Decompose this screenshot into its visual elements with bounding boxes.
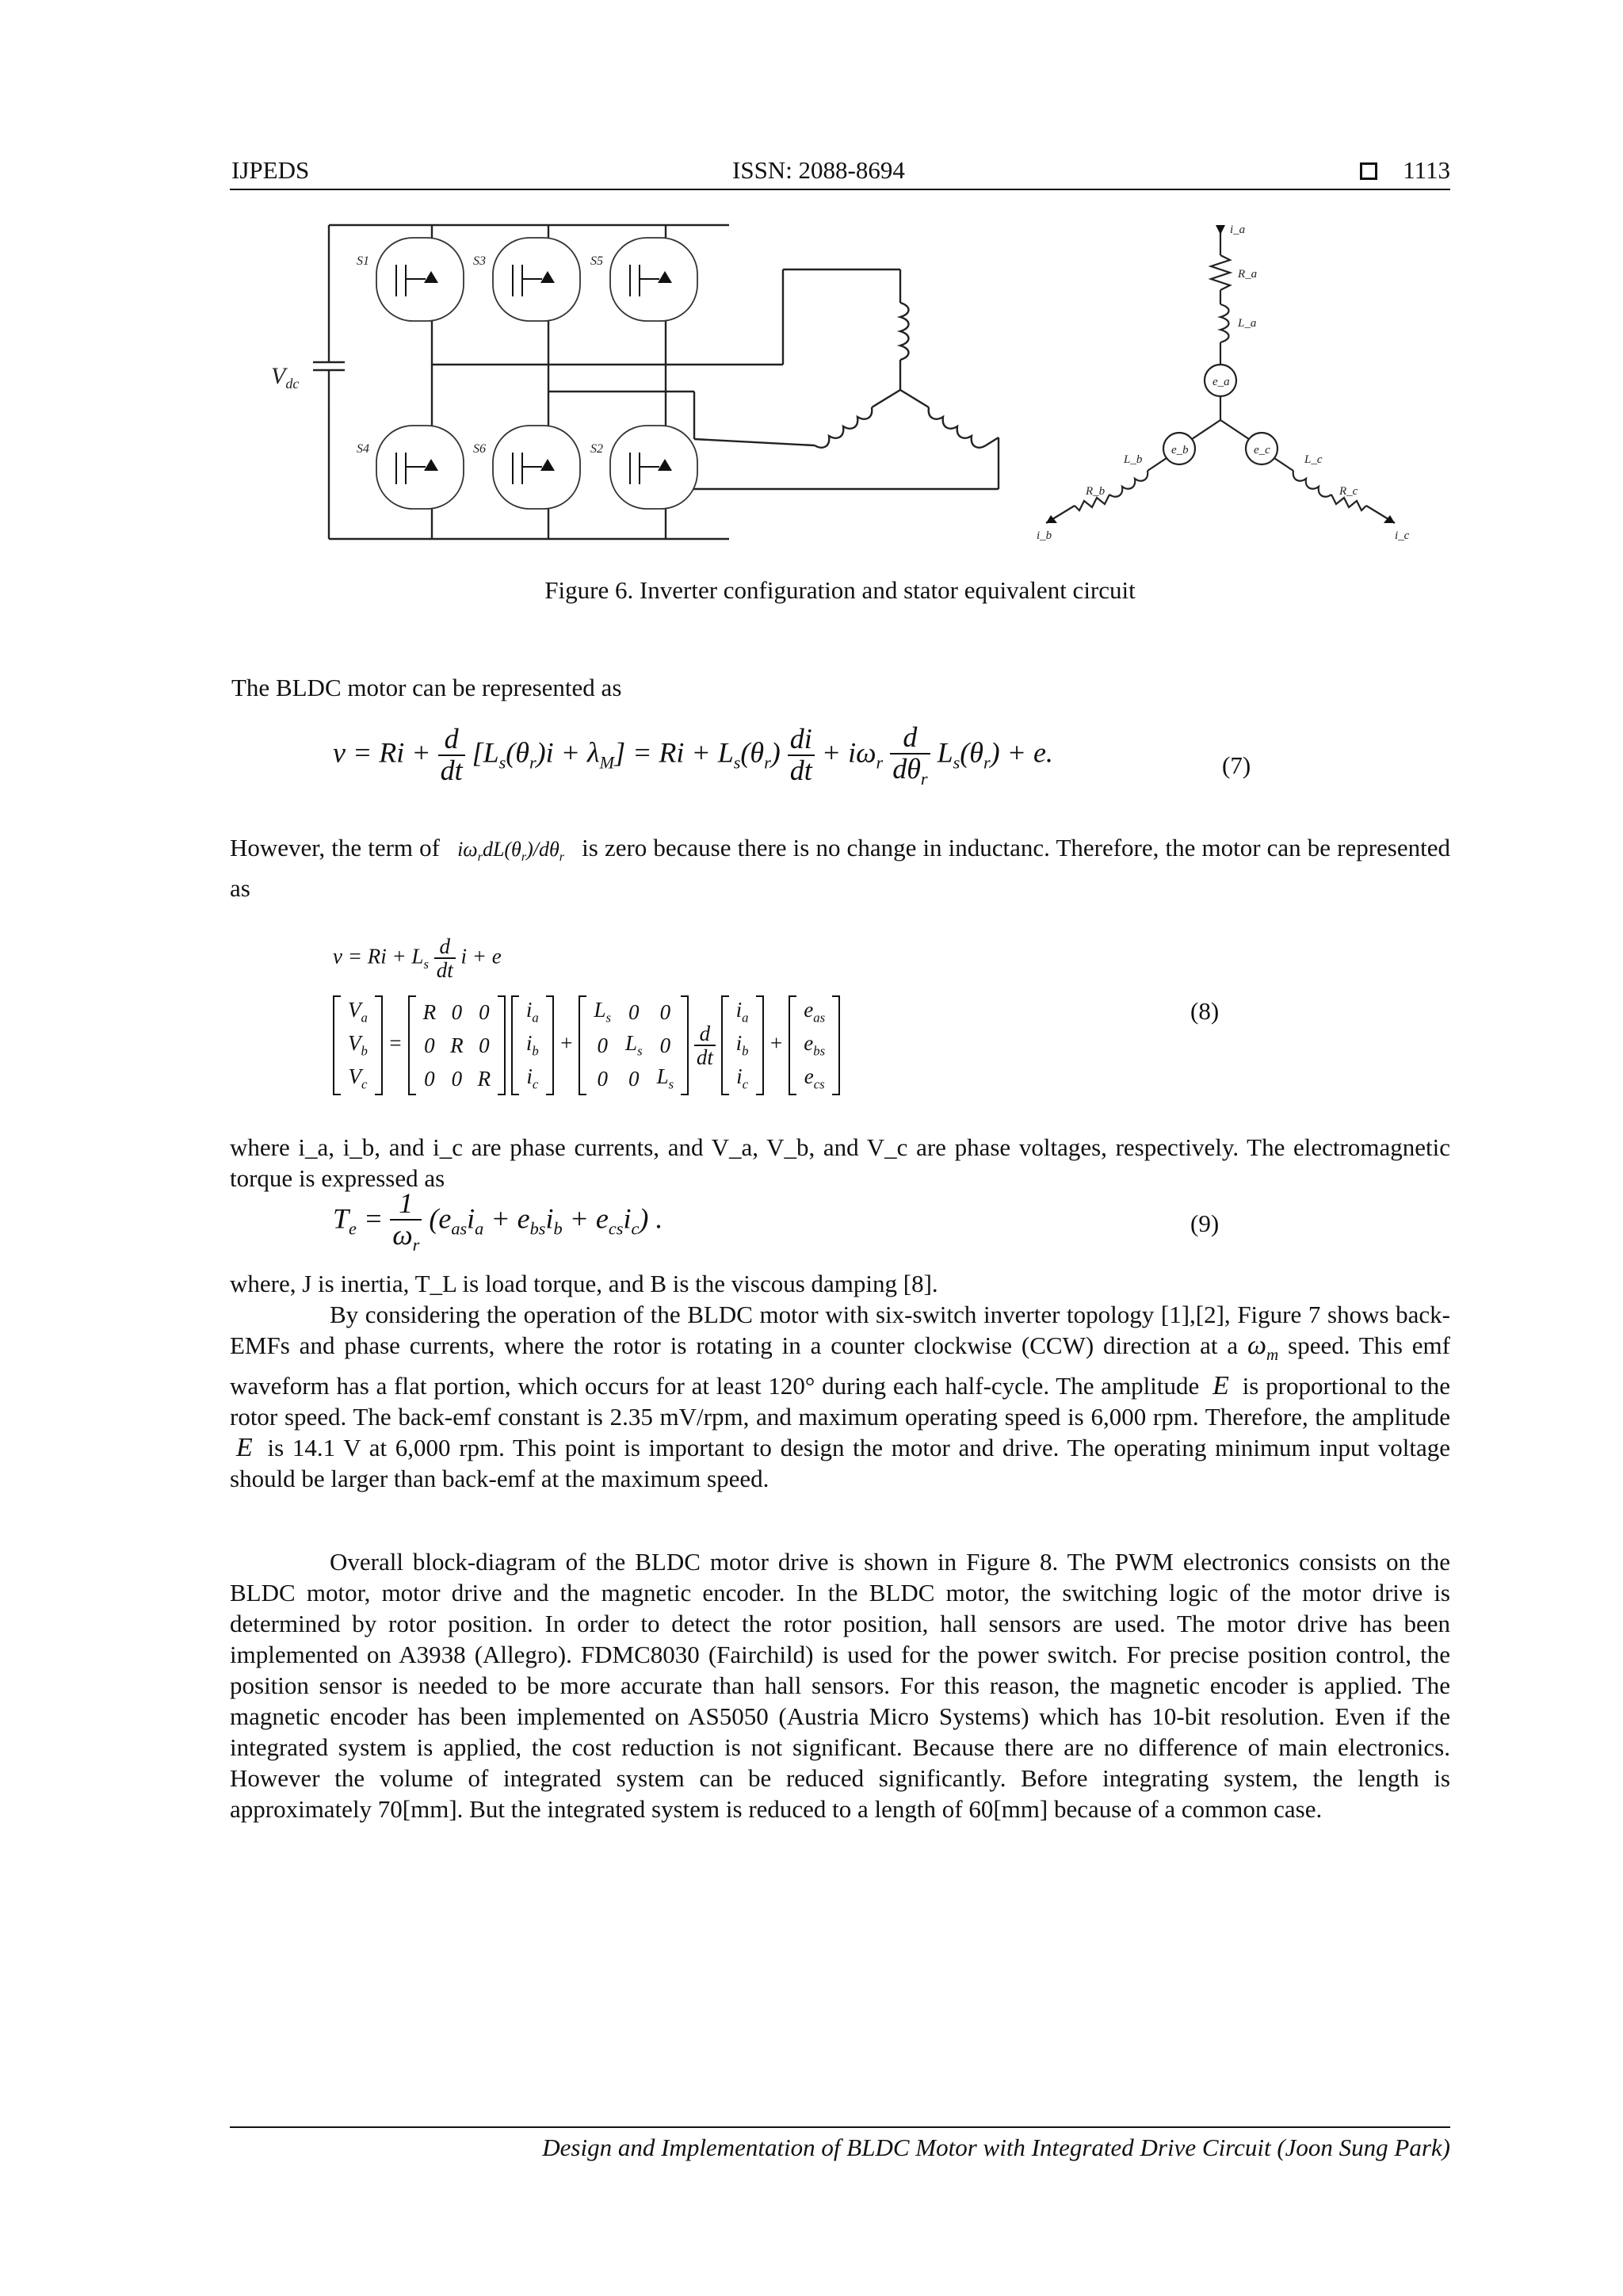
issn: ISSN: 2088-8694 — [732, 156, 905, 184]
stator-equivalent-circuit — [1046, 225, 1395, 523]
stator-label: L_a — [1238, 317, 1257, 330]
stator-label: i_c — [1395, 529, 1410, 542]
stator-label: L_c — [1304, 453, 1323, 466]
switch-label: S5 — [590, 254, 603, 268]
stator-label: L_b — [1124, 453, 1143, 466]
page-number: 1113 — [1403, 156, 1450, 184]
paragraph-however: However, the term of $i\omega_rdL(\theta_r)/d\theta_r$ is zero because there is no change in inductanc. Therefore, the motor can be represented as — [230, 834, 1450, 903]
equation-7-number: (7) — [1222, 751, 1251, 779]
stator-label: R_b — [1086, 485, 1106, 498]
switch-label: S6 — [473, 442, 486, 456]
footer-rule — [230, 2126, 1450, 2128]
omega-m-symbol: $\omega_m$ — [1247, 1331, 1279, 1364]
equation-7: v = Ri + $\frac{d}{dt}$ $[L_s(\theta_r)i + \lambda_M] = Ri + L_s(\theta_r)$ $\frac{di}{dt}$ + $i\omega_r$ $\frac{d}{d\theta_r}$ $L_s(\theta_r) + e$. — [333, 721, 1053, 789]
vdc-label: $V_{dc}$ — [271, 363, 300, 392]
amplitude-symbol: E — [236, 1432, 253, 1462]
stator-label: e_a — [1212, 376, 1230, 388]
equation-9: $T_e$ = $\frac{1}{\omega_r}$ $(e_{as}i_a + e_{bs}i_b + e_{cs}i_c)$ . — [333, 1187, 663, 1255]
equation-9-number: (9) — [1190, 1209, 1220, 1237]
equation-8-matrix: $V_a$ $V_b$ $V_c$ = R 0 0 0 R 0 0 0 R $i_a$ $i_b$ $i_c$ + $L_s$ 0 0 0 $L_s$ 0 0 0 $L_s$ $\frac{d}{dt}$ $i_a$ $i_b$ $i_c$ + $e_{as}$ $e_{bs}$ $e_{cs}$ — [333, 995, 840, 1095]
switch-label: S4 — [357, 442, 369, 456]
amplitude-symbol: E — [1212, 1370, 1229, 1400]
switch-label: S1 — [357, 254, 369, 268]
switch-label: S2 — [590, 442, 603, 456]
figure-6-diagram — [254, 208, 1419, 556]
inline-math-term: $i\omega_rdL(\theta_r)/d\theta_r$ — [457, 838, 565, 865]
paragraph-phase-currents: where i_a, i_b, and i_c are phase currents, and V_a, V_b, and V_c are phase voltages, respectively. The electromagnetic torque is expressed as — [230, 1133, 1450, 1192]
stator-label: e_c — [1254, 444, 1270, 457]
paragraph-block-diagram: Overall block-diagram of the BLDC motor drive is shown in Figure 8. The PWM electronics consists on the BLDC motor, motor drive and the magnetic encoder. In the BLDC motor, the switching logic of the motor drive is determined by rotor position. In order to detect the rotor position, hall sensors are used. The motor drive has been implemented on A3938 (Allegro). FDMC8030 (Fairchild) is used for the power switch. For precise position control, the position sensor is needed to be more accurate than hall sensors. For this reason, the magnetic encoder is applied. The magnetic encoder has been implemented on AS5050 (Austria Micro Systems) which has 10-bit resolution. Even if the integrated system is applied, the cost reduction is not significant. Because there are no difference of main electronics. However the volume of integrated system can be reduced significantly. Before integrating system, the length is approximately 70[mm]. But the integrated system is reduced to a length of 60[mm] because of a common case. — [230, 1548, 1450, 1823]
header-rule — [230, 189, 1450, 190]
switch-label: S3 — [473, 254, 486, 268]
intro-text: The BLDC motor can be represented as — [231, 674, 622, 701]
stator-label: R_a — [1238, 268, 1258, 281]
journal-name: IJPEDS — [231, 156, 310, 184]
equation-8-number: (8) — [1190, 997, 1220, 1025]
paragraph-inertia: where, J is inertia, T_L is load torque, and B is the viscous damping [8]. — [230, 1270, 938, 1297]
stator-label: i_b — [1037, 529, 1052, 542]
checkbox-bullet-icon — [1360, 162, 1377, 180]
equation-8-first-line: $v = Ri + L_s$ $\frac{d}{dt}$ i + e — [333, 934, 502, 983]
page-number-group — [1360, 155, 1450, 185]
stator-label: e_b — [1171, 444, 1189, 457]
motor-windings — [694, 269, 999, 448]
figure-caption: Figure 6. Inverter configuration and stator equivalent circuit — [544, 576, 1136, 604]
stator-label: R_c — [1339, 485, 1358, 498]
running-title: Design and Implementation of BLDC Motor with Integrated Drive Circuit (Joon Sung Park) — [542, 2134, 1450, 2161]
paragraph-back-emf: By considering the operation of the BLDC motor with six-switch inverter topology [1],[2], Figure 7 shows back-EMFs and phase currents, where the rotor is rotating in a counter clockwise (CCW) direction at a $\omega_m$ speed. This emf waveform has a flat portion, which occurs for at least 120° during each half-cycle. The amplitude E is proportional to the rotor speed. The back-emf constant is 2.35 mV/rpm, and maximum operating speed is 6,000 rpm. Therefore, the amplitude E is 14.1 V at 6,000 rpm. This point is important to design the motor and drive. The operating minimum input voltage should be larger than back-emf at the maximum speed. — [230, 1301, 1451, 1492]
stator-label: i_a — [1230, 223, 1246, 236]
